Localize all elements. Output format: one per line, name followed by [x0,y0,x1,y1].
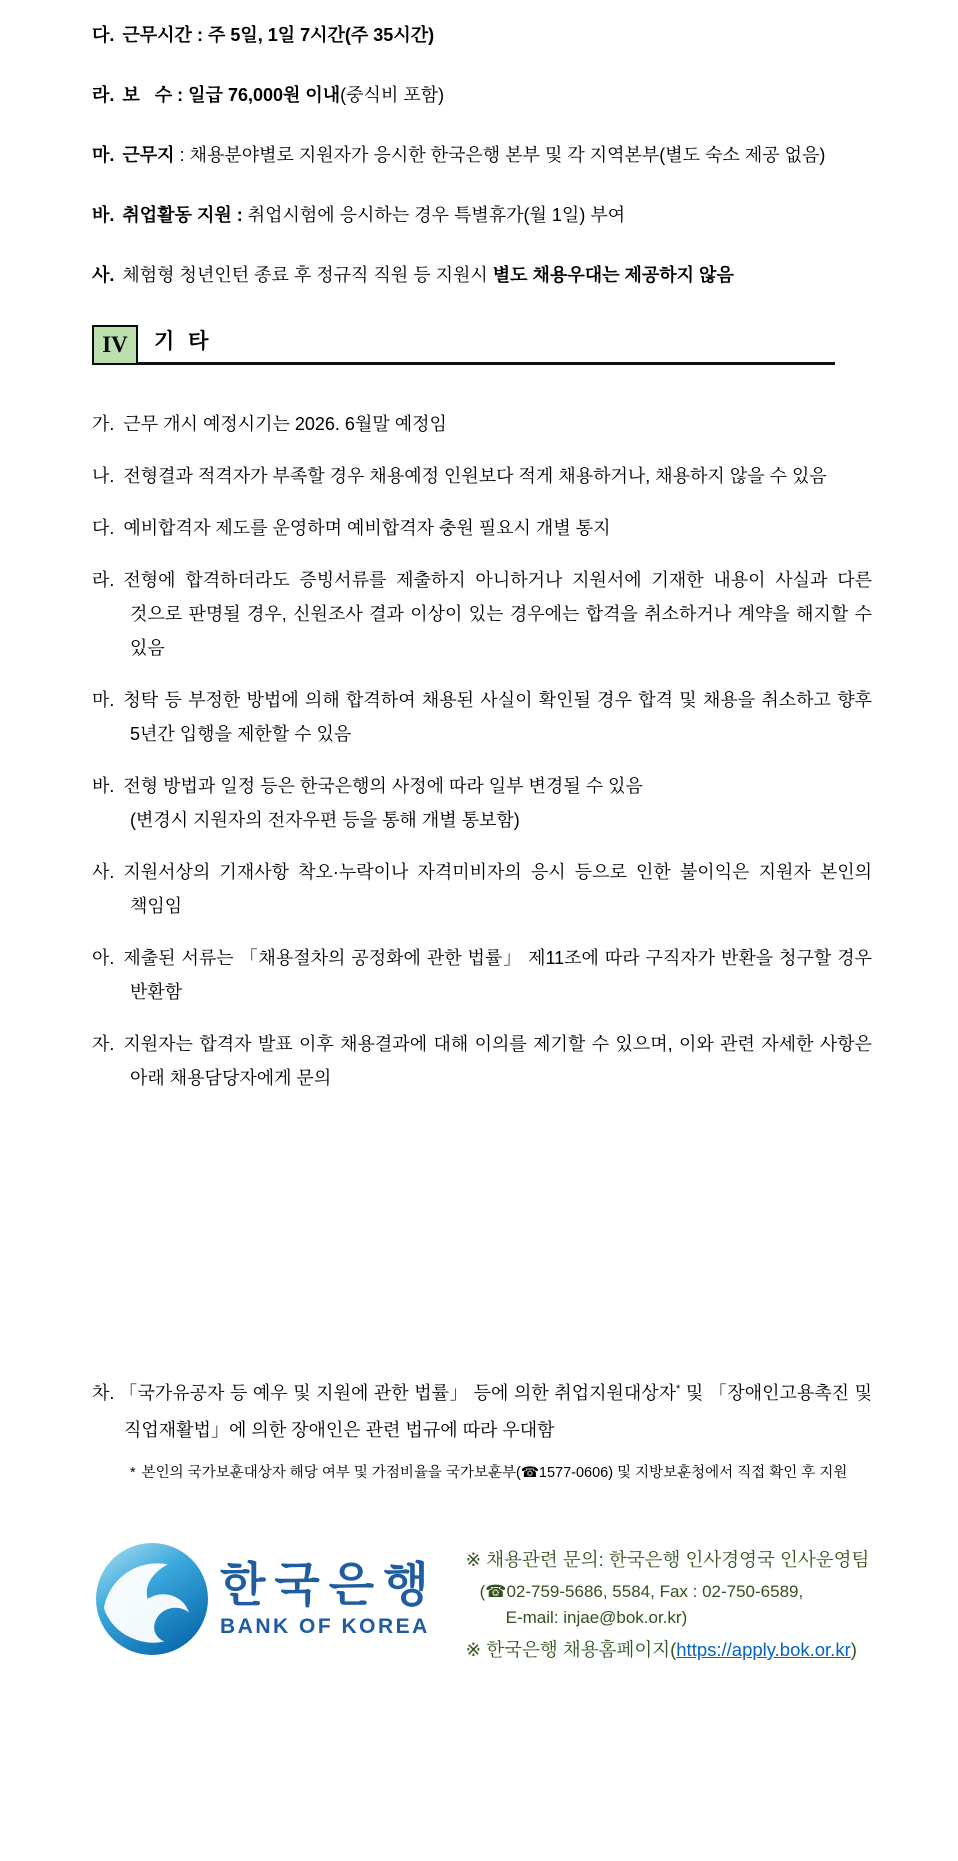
contact-line-email: E-mail: injae@bok.or.kr) [505,1608,688,1627]
list-item [92,511,872,545]
list-item-worktime [92,18,872,53]
item-text: 청탁 등 부정한 방법에 의해 합격하여 채용된 사실이 확인될 경우 합격 및 채용을 취소하고 향후 5년간 입행을 제한할 수 있음 [123,690,872,744]
item-label: 바. [92,205,115,225]
item-label: 사. [92,265,115,285]
bank-of-korea-logo [96,1543,438,1655]
contact-line-phone: (☎02-759-5686, 5584, Fax : 02-750-6589, [479,1582,804,1601]
list-item [92,683,872,751]
list-item [92,407,872,441]
logo-english-name: BANK OF KOREA [220,1614,430,1638]
item-label: 마. [92,690,115,710]
item-text-bold: 별도 채용우대는 제공하지 않음 [492,265,734,285]
etc-items-list [92,407,872,1095]
page-break-gap [92,1113,872,1371]
list-item-jobsearch-support [92,198,872,233]
item-text: 지원자는 합격자 발표 이후 채용결과에 대해 이의를 제기할 수 있으며, 이와 관련 자세한 사항은 아래 채용담당자에게 문의 [123,1034,872,1088]
item-text-line2: (변경시 지원자의 전자우편 등을 통해 개별 통보함) [130,810,520,830]
footnote-text: 본인의 국가보훈대상자 해당 여부 및 가점비율을 국가보훈부(☎1577-0606) 및 지방보훈청에서 직접 확인 후 지원 [141,1465,848,1481]
list-item [92,459,872,493]
contact-info [466,1543,872,1665]
item-label: 차. [92,1383,115,1403]
logo-text-block [220,1559,438,1639]
section-numeral-badge [92,325,138,365]
item-text: 및 「장애인고용촉진 및 직업재활법」에 의한 장애인은 관련 법규에 따라 우대함 [124,1383,873,1440]
item-text: 예비합격자 제도를 운영하며 예비합격자 충원 필요시 개별 통지 [123,518,611,538]
item-text: : 채용분야별로 지원자가 응시한 한국은행 본부 및 각 지역본부(별도 숙소 제공 없음) [174,145,826,165]
list-item-no-preference [92,258,872,293]
logo-korean-name: 한국은행 [220,1558,438,1612]
list-item [92,1027,872,1095]
list-item-preference [92,1371,872,1449]
recruitment-homepage-link[interactable]: https://apply.bok.or.kr [676,1639,851,1660]
bok-logo-icon [96,1543,208,1655]
item-label: 가. [92,414,115,434]
item-text: (중식비 포함) [340,85,445,105]
item-text: 근무시간 : 주 5일, 1일 7시간(주 35시간) [122,25,435,45]
section-title-underline [138,325,835,365]
footnote [130,1461,850,1485]
list-item [92,563,872,665]
contact-line-homepage [466,1635,872,1665]
item-text-bold: 취업활동 지원 : [122,205,248,225]
list-item [92,769,872,837]
item-label: 바. [92,776,115,796]
item-label: 라. [92,85,115,105]
item-text: 근무 개시 예정시기는 2026. 6월말 예정임 [123,414,447,434]
list-item-workplace [92,138,872,173]
item-label: 다. [92,518,115,538]
item-text: 제출된 서류는 「채용절차의 공정화에 관한 법률」 제11조에 따라 구직자가 반환을 청구할 경우 반환함 [123,948,872,1002]
item-label: 자. [92,1034,115,1054]
item-text: 전형 방법과 일정 등은 한국은행의 사정에 따라 일부 변경될 수 있음 [123,776,643,796]
list-item-pay [92,78,872,113]
item-text-bold: 근무지 [122,145,175,165]
item-text-bold: 보 수 : 일급 76,000원 이내 [122,85,341,105]
footnote-reference-mark: * [676,1383,681,1395]
item-text: 체험형 청년인턴 종료 후 정규직 직원 등 지원시 [122,265,493,285]
item-text: 「국가유공자 등 예우 및 지원에 관한 법률」 등에 의한 취업지원대상자 [118,1383,677,1403]
section-numeral: IV [102,332,128,357]
section-title: 기 타 [154,330,213,353]
item-text: 지원서상의 기재사항 착오·누락이나 자격미비자의 응시 등으로 인한 불이익은 지원자 본인의 책임임 [123,862,872,916]
item-label: 라. [92,570,115,590]
item-label: 다. [92,25,115,45]
list-item [92,855,872,923]
item-label: 마. [92,145,115,165]
item-label: 사. [92,862,115,882]
homepage-prefix: ※ 한국은행 채용홈페이지( [465,1639,677,1660]
veterans-preference-section [92,1371,872,1485]
list-item [92,941,872,1009]
item-text: 전형에 합격하더라도 증빙서류를 제출하지 아니하거나 지원서에 기재한 내용이 사실과 다른 것으로 판명될 경우, 신원조사 결과 이상이 있는 경우에는 합격을 취소하거나 계약을 해지할 수 있음 [123,570,872,658]
section-header-etc [92,325,872,365]
contact-line-team: ※ 채용관련 문의: 한국은행 인사경영국 인사운영팀 [465,1549,870,1570]
homepage-suffix: ) [850,1639,857,1660]
item-text: 전형결과 적격자가 부족할 경우 채용예정 인원보다 적게 채용하거나, 채용하지 않을 수 있음 [123,466,827,486]
employment-conditions-list [92,18,872,293]
footer [92,1543,872,1665]
item-label: 나. [92,466,115,486]
item-text: 취업시험에 응시하는 경우 특별휴가(월 1일) 부여 [247,205,626,225]
footnote-marker: * [130,1465,136,1481]
item-label: 아. [92,948,115,968]
